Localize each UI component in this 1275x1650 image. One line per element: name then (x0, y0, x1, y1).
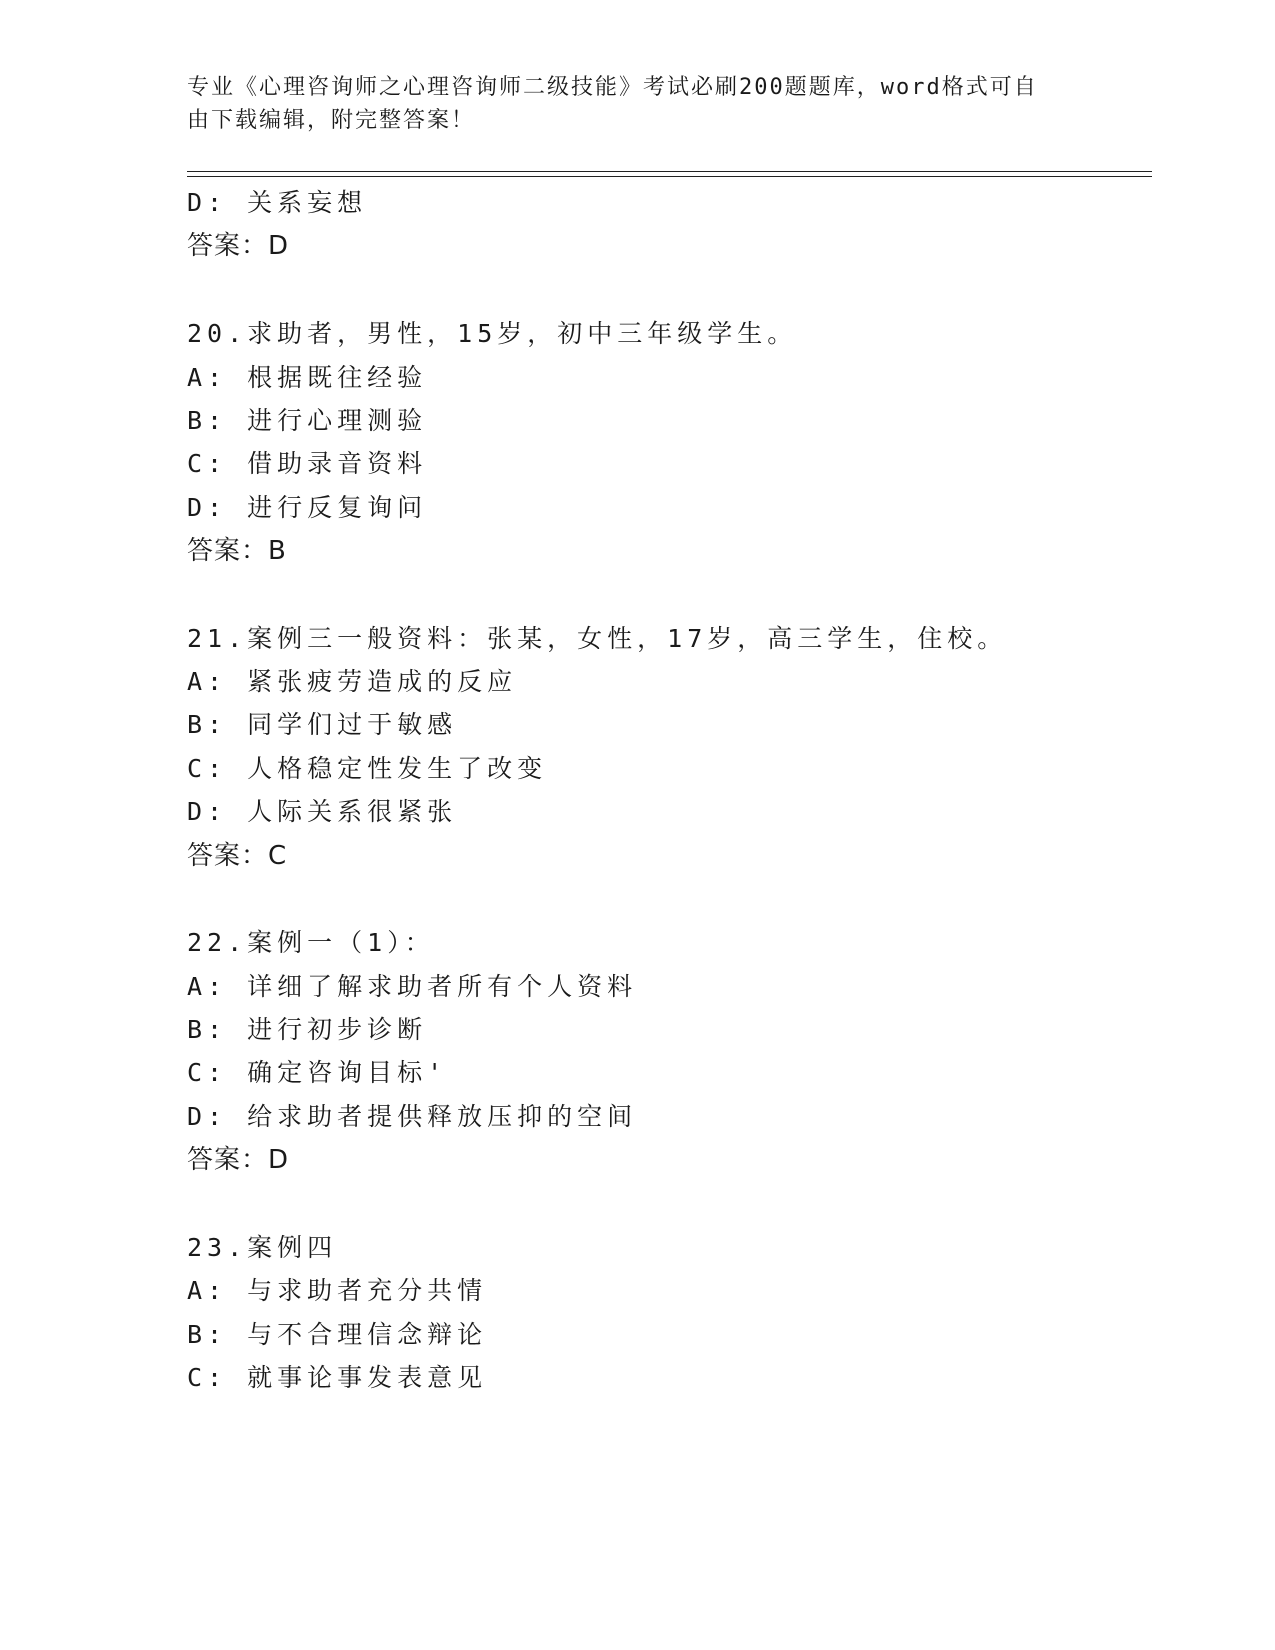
header-line-2: 由下载编辑，附完整答案！ (187, 108, 476, 133)
option-line: C: 人格稳定性发生了改变 (187, 754, 548, 783)
answer-line: 答案：D (187, 1145, 290, 1175)
option-line: B: 进行心理测验 (187, 406, 428, 435)
question-stem: 21.案例三一般资料：张某，女性，17岁，高三学生，住校。 (187, 624, 1008, 653)
answer-line: 答案：C (187, 841, 288, 871)
answer-line: 答案：D (187, 231, 290, 261)
answer-line: 答案：B (187, 536, 287, 566)
question-stem: 23.案例四 (187, 1233, 338, 1262)
header-rule-bottom (187, 176, 1152, 177)
option-line: D: 关系妄想 (187, 188, 368, 217)
option-line: D: 给求助者提供释放压抑的空间 (187, 1102, 638, 1131)
header-rule-top (187, 171, 1152, 172)
option-line: C: 确定咨询目标' (187, 1058, 448, 1087)
option-line: B: 同学们过于敏感 (187, 710, 458, 739)
header-line-1: 专业《心理咨询师之心理咨询师二级技能》考试必刷200题题库，word格式可自 (187, 75, 1038, 100)
option-line: A: 根据既往经验 (187, 363, 428, 392)
option-line: A: 与求助者充分共情 (187, 1276, 488, 1305)
option-line: B: 与不合理信念辩论 (187, 1320, 488, 1349)
option-line: B: 进行初步诊断 (187, 1015, 428, 1044)
option-line: A: 紧张疲劳造成的反应 (187, 667, 518, 696)
option-line: C: 就事论事发表意见 (187, 1363, 488, 1392)
option-line: D: 人际关系很紧张 (187, 797, 458, 826)
question-stem: 22.案例一（1）： (187, 928, 435, 957)
option-line: D: 进行反复询问 (187, 493, 428, 522)
option-line: C: 借助录音资料 (187, 449, 428, 478)
question-stem: 20.求助者，男性，15岁，初中三年级学生。 (187, 319, 798, 348)
option-line: A: 详细了解求助者所有个人资料 (187, 972, 638, 1001)
